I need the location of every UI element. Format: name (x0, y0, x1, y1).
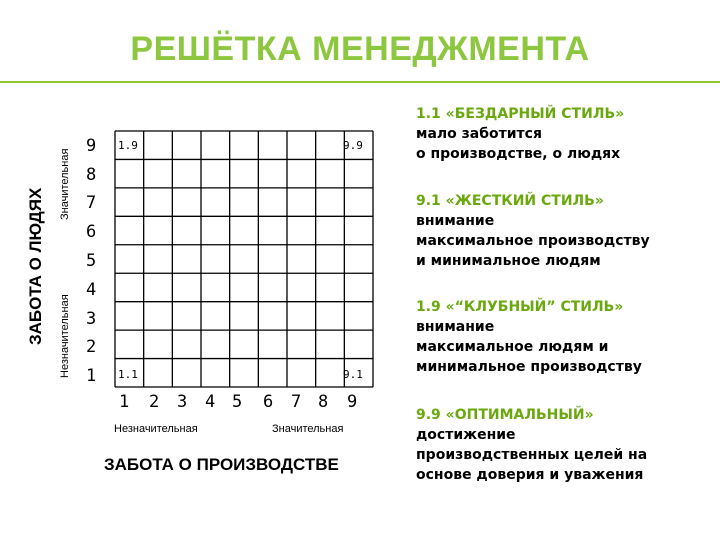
y-tick: 3 (86, 309, 97, 329)
y-axis-high-label: Значительная (59, 148, 71, 220)
x-tick: 5 (232, 392, 243, 412)
x-tick: 6 (263, 392, 274, 412)
y-axis-title: ЗАБОТА О ЛЮДЯХ (26, 187, 45, 345)
y-tick: 5 (86, 251, 97, 271)
y-axis-low-label: Незначительная (59, 294, 71, 378)
management-grid (114, 130, 374, 388)
y-tick: 7 (86, 193, 97, 213)
x-tick: 2 (149, 392, 160, 412)
corner-label-1-9: 1.9 (118, 139, 138, 152)
y-tick: 4 (86, 280, 97, 300)
style-title: 1.9 «“КЛУБНЫЙ” СТИЛЬ» (416, 299, 624, 315)
style-description (416, 191, 716, 271)
x-axis-high-label: Значительная (272, 423, 344, 435)
x-axis-title: ЗАБОТА О ПРОИЗВОДСТВЕ (104, 455, 339, 474)
style-title: 9.9 «ОПТИМАЛЬНЫЙ» (416, 407, 594, 423)
style-text: внимание максимальное людям и минимальное производству (416, 319, 642, 375)
x-tick: 9 (347, 392, 358, 412)
page-title: РЕШЁТКА МЕНЕДЖМЕНТА (130, 30, 590, 68)
y-tick: 1 (86, 366, 97, 386)
style-text: внимание максимальное производству и минимальное людям (416, 213, 650, 269)
style-title: 1.1 «БЕЗДАРНЫЙ СТИЛЬ» (416, 106, 625, 122)
y-tick: 2 (86, 337, 97, 357)
x-tick: 1 (119, 392, 130, 412)
corner-label-9-9: 9.9 (343, 139, 363, 152)
style-text: достижение производственных целей на основе доверия и уважения (416, 427, 648, 483)
style-title: 9.1 «ЖЕСТКИЙ СТИЛЬ» (416, 193, 604, 209)
x-tick: 8 (318, 392, 329, 412)
x-tick: 4 (205, 392, 216, 412)
style-description (416, 297, 716, 377)
corner-label-9-1: 9.1 (343, 368, 363, 381)
y-tick: 9 (86, 136, 97, 156)
corner-label-1-1: 1.1 (118, 368, 138, 381)
x-tick: 7 (291, 392, 302, 412)
y-tick: 8 (86, 165, 97, 185)
title-underline (0, 81, 720, 83)
style-description (416, 405, 716, 485)
y-tick: 6 (86, 222, 97, 242)
x-axis-low-label: Незначительная (114, 423, 198, 435)
x-tick: 3 (177, 392, 188, 412)
style-description (416, 104, 716, 164)
style-text: мало заботится о производстве, о людях (416, 126, 621, 162)
